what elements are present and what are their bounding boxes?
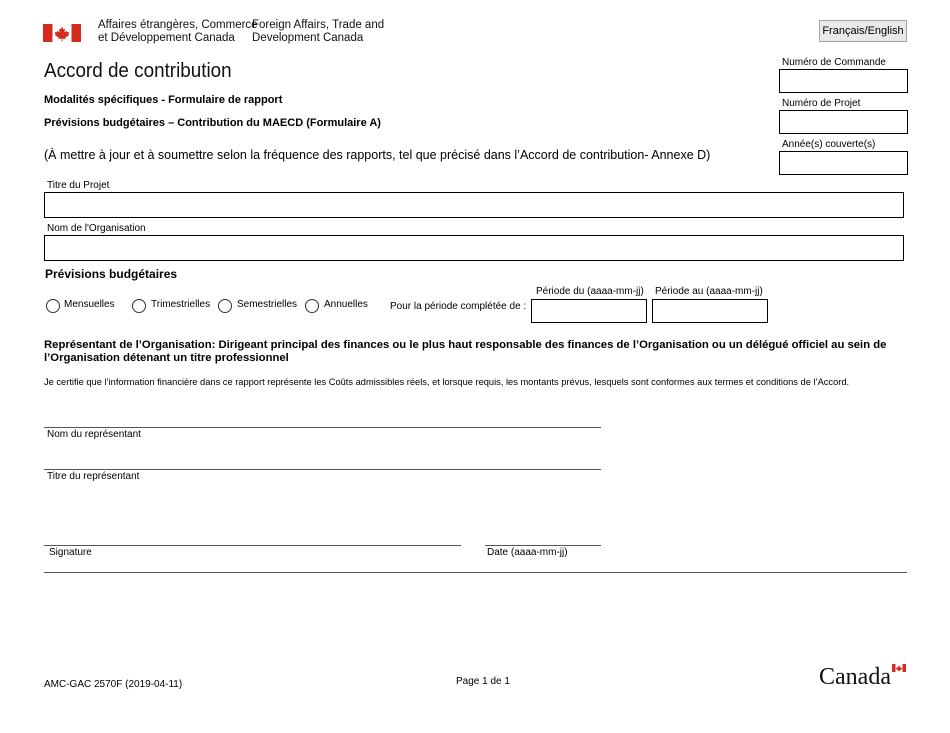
radio-monthly-label: Mensuelles — [64, 299, 115, 310]
page-number: Page 1 de 1 — [456, 676, 510, 687]
radio-semiannual[interactable] — [218, 299, 232, 313]
period-from-label: Période du (aaaa-mm-jj) — [536, 286, 644, 297]
period-from-input[interactable] — [531, 299, 647, 323]
representative-title-label: Titre du représentant — [47, 471, 140, 482]
form-code: AMC-GAC 2570F (2019-04-11) — [44, 679, 183, 690]
radio-quarterly-label: Trimestrielles — [151, 299, 211, 310]
page-title: Accord de contribution — [44, 59, 232, 82]
organization-name-input[interactable] — [44, 235, 904, 261]
radio-semiannual-label: Semestrielles — [237, 299, 298, 310]
years-covered-label: Année(s) couverte(s) — [782, 139, 876, 150]
project-number-input[interactable] — [779, 110, 908, 134]
representative-name-label: Nom du représentant — [47, 429, 141, 440]
form-subtitle: Modalités spécifiques - Formulaire de rapport — [44, 94, 283, 106]
wordmark-flag-icon — [892, 664, 906, 672]
dept-en-line2: Development Canada — [252, 32, 364, 44]
period-prompt: Pour la période complétée de : — [390, 301, 527, 312]
signature-line[interactable] — [44, 545, 461, 546]
years-covered-input[interactable] — [779, 151, 908, 175]
department-name-en — [252, 19, 384, 45]
signature-label: Signature — [49, 547, 92, 558]
form-subtitle-budget: Prévisions budgétaires – Contribution du MAECD (Formulaire A) — [44, 117, 381, 129]
instruction-note: (À mettre à jour et à soumettre selon la fréquence des rapports, tel que précisé dans l’Accord de contribution- Annexe D) — [44, 148, 711, 162]
representative-name-line[interactable] — [44, 427, 601, 428]
canada-flag-icon — [43, 24, 81, 42]
dept-en-line1: Foreign Affairs, Trade and — [252, 19, 385, 31]
radio-monthly[interactable] — [46, 299, 60, 313]
project-number-label: Numéro de Projet — [782, 98, 861, 109]
representative-title-line[interactable] — [44, 469, 601, 470]
canada-wordmark: Canada — [819, 664, 891, 690]
representative-heading: Représentant de l’Organisation: Dirigeant principal des finances ou le plus haut responsable des finances de l’Organisation ou un délégué officiel au sein de l’Organisation détenant un titre professionnel — [44, 339, 887, 364]
footer-divider — [44, 572, 907, 573]
period-to-input[interactable] — [652, 299, 768, 323]
radio-quarterly[interactable] — [132, 299, 146, 313]
project-title-label: Titre du Projet — [47, 180, 110, 191]
department-name-fr — [98, 19, 258, 45]
certification-statement: Je certifie que l’information financière dans ce rapport représente les Coûts admissibles réels, et lorsque requis, les montants prévus, lesquels sont conformes aux termes et conditions de l’Accord. — [44, 377, 850, 387]
budget-section-heading: Prévisions budgétaires — [45, 267, 178, 281]
dept-fr-line2: et Développement Canada — [98, 32, 235, 44]
project-title-input[interactable] — [44, 192, 904, 218]
period-to-label: Période au (aaaa-mm-jj) — [655, 286, 763, 297]
organization-name-label: Nom de l'Organisation — [47, 223, 146, 234]
date-label: Date (aaaa-mm-jj) — [487, 547, 568, 558]
radio-annual-label: Annuelles — [324, 299, 368, 310]
radio-annual[interactable] — [305, 299, 319, 313]
order-number-label: Numéro de Commande — [782, 57, 886, 68]
date-line[interactable] — [485, 545, 601, 546]
dept-fr-line1: Affaires étrangères, Commerce — [98, 19, 258, 31]
order-number-input[interactable] — [779, 69, 908, 93]
language-toggle-button[interactable]: Français/English — [819, 20, 907, 42]
